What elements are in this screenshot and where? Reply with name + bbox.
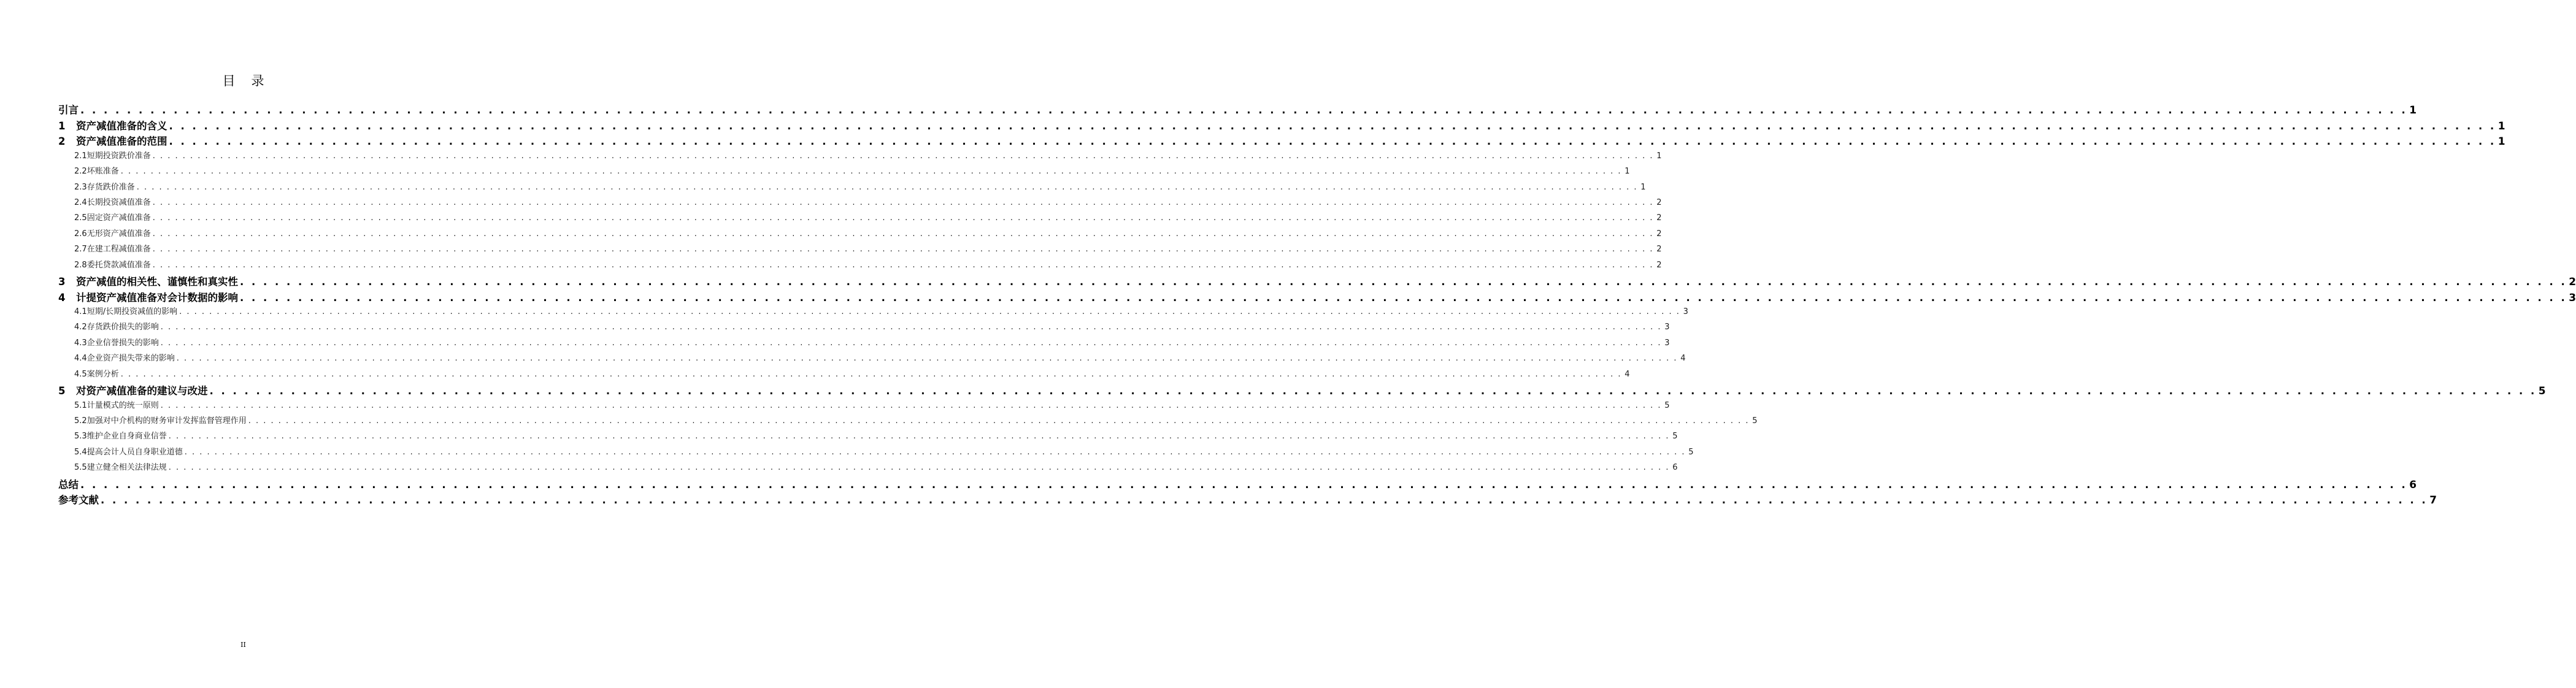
- toc-section-entry[interactable]: [58, 305, 1688, 320]
- toc-dot-leader: . . . . . . . . . . . . . . . . . . . . . . . . . . . . . . . . . . . . . . . . . . . . . . . . . . . . . . . . . . . . . . . . . . . . . . . . . . . . . . . . . . . . . . . . . . . . . . . . . . . . . . . . . . . . . . . . . . . . . . . . . . . . . . . . . . . . . . . . . . . . . . . . . . . . . . . . . . . . . . . . . . . . . . . . . . . . . . . . . . . . . . . . . . . . . . . . . . . . . . . .: [184, 447, 1686, 457]
- toc-dot-leader: . . . . . . . . . . . . . . . . . . . . . . . . . . . . . . . . . . . . . . . . . . . . . . . . . . . . . . . . . . . . . . . . . . . . . . . . . . . . . . . . . . . . . . . . . . . . . . . . . . . . . . . . . . . . . . . . . . . . . . . . . . . . . . . . . . . . . . . . . . . . . . . . . . . . . . . . . . . . . . . . . . . . . . . . . . . . . . . . . . . . . . . . . . . . . . . . . . . . . . . .: [169, 120, 2496, 132]
- toc-entry-text: 加强对中介机构的财务审计发挥监督管理作用: [87, 416, 247, 426]
- toc-dot-leader: . . . . . . . . . . . . . . . . . . . . . . . . . . . . . . . . . . . . . . . . . . . . . . . . . . . . . . . . . . . . . . . . . . . . . . . . . . . . . . . . . . . . . . . . . . . . . . . . . . . . . . . . . . . . . . . . . . . . . . . . . . . . . . . . . . . . . . . . . . . . . . . . . . . . . . . . . . . . . . . . . . . . . . . . . . . . . . . . . . . . . . . . . . . . . . . . . . . . . . . .: [160, 338, 1662, 348]
- toc-dot-leader: . . . . . . . . . . . . . . . . . . . . . . . . . . . . . . . . . . . . . . . . . . . . . . . . . . . . . . . . . . . . . . . . . . . . . . . . . . . . . . . . . . . . . . . . . . . . . . . . . . . . . . . . . . . . . . . . . . . . . . . . . . . . . . . . . . . . . . . . . . . . . . . . . . . . . . . . . . . . . . . . . . . . . . . . . . . . . . . . . . . . . . . . . . . . . . . . . . . . . . . .: [240, 291, 2567, 304]
- toc-entry-page: 2: [1656, 213, 1662, 223]
- toc-chapter-entry[interactable]: [58, 273, 2576, 289]
- toc-entry-page: 7: [2429, 494, 2437, 507]
- toc-entry-title: [58, 383, 208, 397]
- toc-entry-number: 2.2: [74, 167, 87, 177]
- toc-entry-page: 3: [1664, 338, 1670, 348]
- toc-dot-leader: . . . . . . . . . . . . . . . . . . . . . . . . . . . . . . . . . . . . . . . . . . . . . . . . . . . . . . . . . . . . . . . . . . . . . . . . . . . . . . . . . . . . . . . . . . . . . . . . . . . . . . . . . . . . . . . . . . . . . . . . . . . . . . . . . . . . . . . . . . . . . . . . . . . . . . . . . . . . . . . . . . . . . . . . . . . . . . . . . . . . . . . . . . . . . . . . . . . . . . . .: [169, 136, 2496, 148]
- toc-chapter-entry[interactable]: [58, 118, 2505, 134]
- toc-entry-text: 案例分析: [87, 369, 119, 379]
- toc-entry-title: [74, 180, 135, 192]
- toc-chapter-entry[interactable]: [58, 133, 2505, 149]
- toc-entry-text: 资产减值准备的含义: [76, 120, 167, 132]
- toc-entry-text: 委托贷款减值准备: [87, 260, 151, 270]
- toc-dot-leader: . . . . . . . . . . . . . . . . . . . . . . . . . . . . . . . . . . . . . . . . . . . . . . . . . . . . . . . . . . . . . . . . . . . . . . . . . . . . . . . . . . . . . . . . . . . . . . . . . . . . . . . . . . . . . . . . . . . . . . . . . . . . . . . . . . . . . . . . . . . . . . . . . . . . . . . . . . . . . . . . . . . . . . . . . . . . . . . . . . . . . . . . . . . . . . . . . . . . . . . .: [101, 494, 2428, 506]
- toc-entry-page: 2: [2569, 275, 2576, 288]
- toc-section-entry[interactable]: [58, 461, 1678, 476]
- toc-dot-leader: . . . . . . . . . . . . . . . . . . . . . . . . . . . . . . . . . . . . . . . . . . . . . . . . . . . . . . . . . . . . . . . . . . . . . . . . . . . . . . . . . . . . . . . . . . . . . . . . . . . . . . . . . . . . . . . . . . . . . . . . . . . . . . . . . . . . . . . . . . . . . . . . . . . . . . . . . . . . . . . . . . . . . . . . . . . . . . . . . . . . . . . . . . . . . . . . . . . . . . . .: [152, 213, 1654, 223]
- toc-entry-page: 1: [1640, 182, 1646, 192]
- toc-entry-number: 2.8: [74, 260, 87, 270]
- toc-entry-number: 4.4: [74, 354, 87, 364]
- toc-entry-number: 4.3: [74, 338, 87, 348]
- toc-entry-title: [74, 320, 159, 332]
- page-number-footer: II: [240, 641, 246, 649]
- toc-entry-text: 对资产减值准备的建议与改进: [76, 385, 208, 397]
- toc-section-entry[interactable]: [58, 242, 1662, 258]
- toc-entry-title: [58, 492, 99, 506]
- toc-entry-page: 5: [1688, 447, 1694, 457]
- toc-entry-number: 5.1: [74, 400, 87, 410]
- toc-entry-title: [58, 118, 167, 132]
- toc-entry-text: 在建工程减值准备: [87, 245, 151, 254]
- toc-chapter-entry[interactable]: [58, 476, 2417, 492]
- toc-dot-leader: . . . . . . . . . . . . . . . . . . . . . . . . . . . . . . . . . . . . . . . . . . . . . . . . . . . . . . . . . . . . . . . . . . . . . . . . . . . . . . . . . . . . . . . . . . . . . . . . . . . . . . . . . . . . . . . . . . . . . . . . . . . . . . . . . . . . . . . . . . . . . . . . . . . . . . . . . . . . . . . . . . . . . . . . . . . . . . . . . . . . . . . . . . . . . . . . . . . . . . . .: [80, 104, 2408, 116]
- toc-entry-title: [74, 445, 183, 457]
- toc-section-entry[interactable]: [58, 258, 1662, 273]
- toc-entry-text: 总结: [58, 478, 79, 491]
- toc-section-entry[interactable]: [58, 429, 1678, 445]
- toc-section-entry[interactable]: [58, 351, 1686, 367]
- toc-entry-page: 3: [1683, 307, 1688, 317]
- toc-dot-leader: . . . . . . . . . . . . . . . . . . . . . . . . . . . . . . . . . . . . . . . . . . . . . . . . . . . . . . . . . . . . . . . . . . . . . . . . . . . . . . . . . . . . . . . . . . . . . . . . . . . . . . . . . . . . . . . . . . . . . . . . . . . . . . . . . . . . . . . . . . . . . . . . . . . . . . . . . . . . . . . . . . . . . . . . . . . . . . . . . . . . . . . . . . . . . . . . . . . . . . . .: [168, 432, 1670, 441]
- toc-entry-text: 资产减值准备的范围: [76, 136, 167, 148]
- toc-entry-number: 2: [58, 136, 66, 148]
- toc-chapter-entry[interactable]: [58, 289, 2576, 305]
- table-of-contents: [58, 102, 2576, 508]
- toc-entry-number: 2.1: [74, 151, 87, 161]
- toc-entry-text: 无形资产减值准备: [87, 229, 151, 239]
- toc-entry-number: 2.4: [74, 197, 87, 207]
- toc-entry-number: 2.3: [74, 182, 87, 192]
- toc-dot-leader: . . . . . . . . . . . . . . . . . . . . . . . . . . . . . . . . . . . . . . . . . . . . . . . . . . . . . . . . . . . . . . . . . . . . . . . . . . . . . . . . . . . . . . . . . . . . . . . . . . . . . . . . . . . . . . . . . . . . . . . . . . . . . . . . . . . . . . . . . . . . . . . . . . . . . . . . . . . . . . . . . . . . . . . . . . . . . . . . . . . . . . . . . . . . . . . . . . . . . . . .: [248, 416, 1750, 426]
- toc-entry-page: 5: [1672, 432, 1678, 441]
- toc-section-entry[interactable]: [58, 227, 1662, 242]
- toc-dot-leader: . . . . . . . . . . . . . . . . . . . . . . . . . . . . . . . . . . . . . . . . . . . . . . . . . . . . . . . . . . . . . . . . . . . . . . . . . . . . . . . . . . . . . . . . . . . . . . . . . . . . . . . . . . . . . . . . . . . . . . . . . . . . . . . . . . . . . . . . . . . . . . . . . . . . . . . . . . . . . . . . . . . . . . . . . . . . . . . . . . . . . . . . . . . . . . . . . . . . . . . .: [80, 478, 2408, 491]
- toc-entry-text: 维护企业自身商业信誉: [87, 432, 167, 441]
- toc-entry-title: [74, 211, 151, 223]
- toc-entry-title: [74, 461, 167, 472]
- toc-entry-title: [74, 429, 167, 441]
- toc-entry-page: 4: [1624, 369, 1630, 379]
- toc-dot-leader: . . . . . . . . . . . . . . . . . . . . . . . . . . . . . . . . . . . . . . . . . . . . . . . . . . . . . . . . . . . . . . . . . . . . . . . . . . . . . . . . . . . . . . . . . . . . . . . . . . . . . . . . . . . . . . . . . . . . . . . . . . . . . . . . . . . . . . . . . . . . . . . . . . . . . . . . . . . . . . . . . . . . . . . . . . . . . . . . . . . . . . . . . . . . . . . . . . . . . . . .: [136, 182, 1638, 192]
- toc-heading-part1: 目: [222, 74, 236, 88]
- toc-entry-text: 建立健全相关法律法规: [87, 463, 167, 473]
- toc-dot-leader: . . . . . . . . . . . . . . . . . . . . . . . . . . . . . . . . . . . . . . . . . . . . . . . . . . . . . . . . . . . . . . . . . . . . . . . . . . . . . . . . . . . . . . . . . . . . . . . . . . . . . . . . . . . . . . . . . . . . . . . . . . . . . . . . . . . . . . . . . . . . . . . . . . . . . . . . . . . . . . . . . . . . . . . . . . . . . . . . . . . . . . . . . . . . . . . . . . . . . . . .: [152, 197, 1654, 207]
- toc-entry-text: 参考文献: [58, 494, 99, 506]
- toc-entry-number: 3: [58, 275, 66, 288]
- toc-entry-title: [58, 273, 238, 288]
- toc-entry-number: 5.5: [74, 463, 87, 473]
- toc-chapter-entry[interactable]: [58, 492, 2437, 508]
- toc-section-entry[interactable]: [58, 164, 1630, 180]
- toc-entry-title: [58, 133, 167, 148]
- toc-entry-page: 1: [2497, 136, 2505, 148]
- toc-entry-page: 1: [2409, 104, 2417, 117]
- toc-entry-text: 企业信誉损失的影响: [87, 338, 159, 348]
- toc-entry-title: [74, 149, 151, 161]
- toc-entry-page: 1: [1656, 151, 1662, 161]
- toc-entry-title: [74, 196, 151, 207]
- toc-dot-leader: . . . . . . . . . . . . . . . . . . . . . . . . . . . . . . . . . . . . . . . . . . . . . . . . . . . . . . . . . . . . . . . . . . . . . . . . . . . . . . . . . . . . . . . . . . . . . . . . . . . . . . . . . . . . . . . . . . . . . . . . . . . . . . . . . . . . . . . . . . . . . . . . . . . . . . . . . . . . . . . . . . . . . . . . . . . . . . . . . . . . . . . . . . . . . . . . . . . . . . . .: [209, 385, 2537, 397]
- toc-entry-page: 2: [1656, 245, 1662, 254]
- toc-entry-title: [74, 399, 159, 410]
- toc-entry-text: 短期/长期投资减值的影响: [87, 307, 178, 317]
- toc-dot-leader: . . . . . . . . . . . . . . . . . . . . . . . . . . . . . . . . . . . . . . . . . . . . . . . . . . . . . . . . . . . . . . . . . . . . . . . . . . . . . . . . . . . . . . . . . . . . . . . . . . . . . . . . . . . . . . . . . . . . . . . . . . . . . . . . . . . . . . . . . . . . . . . . . . . . . . . . . . . . . . . . . . . . . . . . . . . . . . . . . . . . . . . . . . . . . . . . . . . . . . . .: [160, 400, 1662, 410]
- toc-entry-number: 1: [58, 120, 66, 132]
- toc-entry-page: 1: [1624, 167, 1630, 177]
- toc-entry-number: 2.6: [74, 229, 87, 239]
- toc-entry-page: 5: [1752, 416, 1758, 426]
- toc-dot-leader: . . . . . . . . . . . . . . . . . . . . . . . . . . . . . . . . . . . . . . . . . . . . . . . . . . . . . . . . . . . . . . . . . . . . . . . . . . . . . . . . . . . . . . . . . . . . . . . . . . . . . . . . . . . . . . . . . . . . . . . . . . . . . . . . . . . . . . . . . . . . . . . . . . . . . . . . . . . . . . . . . . . . . . . . . . . . . . . . . . . . . . . . . . . . . . . . . . . . . . . .: [120, 369, 1622, 379]
- toc-entry-title: [58, 476, 79, 491]
- toc-dot-leader: . . . . . . . . . . . . . . . . . . . . . . . . . . . . . . . . . . . . . . . . . . . . . . . . . . . . . . . . . . . . . . . . . . . . . . . . . . . . . . . . . . . . . . . . . . . . . . . . . . . . . . . . . . . . . . . . . . . . . . . . . . . . . . . . . . . . . . . . . . . . . . . . . . . . . . . . . . . . . . . . . . . . . . . . . . . . . . . . . . . . . . . . . . . . . . . . . . . . . . . .: [152, 229, 1654, 239]
- toc-section-entry[interactable]: [58, 445, 1694, 461]
- toc-section-entry[interactable]: [58, 367, 1630, 383]
- toc-chapter-entry[interactable]: [58, 383, 2546, 399]
- toc-entry-text: 坏账准备: [87, 167, 119, 177]
- toc-section-entry[interactable]: [58, 399, 1670, 414]
- toc-dot-leader: . . . . . . . . . . . . . . . . . . . . . . . . . . . . . . . . . . . . . . . . . . . . . . . . . . . . . . . . . . . . . . . . . . . . . . . . . . . . . . . . . . . . . . . . . . . . . . . . . . . . . . . . . . . . . . . . . . . . . . . . . . . . . . . . . . . . . . . . . . . . . . . . . . . . . . . . . . . . . . . . . . . . . . . . . . . . . . . . . . . . . . . . . . . . . . . . . . . . . . . .: [168, 463, 1670, 473]
- toc-entry-page: 2: [1656, 229, 1662, 239]
- toc-entry-page: 4: [1680, 354, 1686, 364]
- toc-entry-text: 计量模式的统一原则: [87, 400, 159, 410]
- toc-entry-page: 5: [2538, 385, 2546, 398]
- toc-entry-page: 3: [1664, 323, 1670, 332]
- toc-entry-number: 5: [58, 385, 66, 397]
- toc-dot-leader: . . . . . . . . . . . . . . . . . . . . . . . . . . . . . . . . . . . . . . . . . . . . . . . . . . . . . . . . . . . . . . . . . . . . . . . . . . . . . . . . . . . . . . . . . . . . . . . . . . . . . . . . . . . . . . . . . . . . . . . . . . . . . . . . . . . . . . . . . . . . . . . . . . . . . . . . . . . . . . . . . . . . . . . . . . . . . . . . . . . . . . . . . . . . . . . . . . . . . . . .: [152, 151, 1654, 161]
- toc-section-entry[interactable]: [58, 149, 1662, 164]
- toc-entry-title: [74, 258, 151, 270]
- toc-dot-leader: . . . . . . . . . . . . . . . . . . . . . . . . . . . . . . . . . . . . . . . . . . . . . . . . . . . . . . . . . . . . . . . . . . . . . . . . . . . . . . . . . . . . . . . . . . . . . . . . . . . . . . . . . . . . . . . . . . . . . . . . . . . . . . . . . . . . . . . . . . . . . . . . . . . . . . . . . . . . . . . . . . . . . . . . . . . . . . . . . . . . . . . . . . . . . . . . . . . . . . . .: [160, 323, 1662, 332]
- toc-section-entry[interactable]: [58, 336, 1670, 351]
- toc-section-entry[interactable]: [58, 211, 1662, 226]
- toc-entry-title: [58, 289, 238, 304]
- toc-entry-text: 短期投资跌价准备: [87, 151, 151, 161]
- toc-entry-title: [74, 227, 151, 239]
- toc-entry-text: 存货跌价损失的影响: [87, 323, 159, 332]
- toc-entry-number: 5.3: [74, 432, 87, 441]
- toc-entry-number: 2.5: [74, 213, 87, 223]
- toc-section-entry[interactable]: [58, 196, 1662, 211]
- toc-entry-title: [74, 414, 247, 426]
- toc-dot-leader: . . . . . . . . . . . . . . . . . . . . . . . . . . . . . . . . . . . . . . . . . . . . . . . . . . . . . . . . . . . . . . . . . . . . . . . . . . . . . . . . . . . . . . . . . . . . . . . . . . . . . . . . . . . . . . . . . . . . . . . . . . . . . . . . . . . . . . . . . . . . . . . . . . . . . . . . . . . . . . . . . . . . . . . . . . . . . . . . . . . . . . . . . . . . . . . . . . . . . . . .: [152, 245, 1654, 254]
- toc-entry-text: 存货跌价准备: [87, 182, 135, 192]
- toc-entry-text: 企业资产损失带来的影响: [87, 354, 175, 364]
- toc-dot-leader: . . . . . . . . . . . . . . . . . . . . . . . . . . . . . . . . . . . . . . . . . . . . . . . . . . . . . . . . . . . . . . . . . . . . . . . . . . . . . . . . . . . . . . . . . . . . . . . . . . . . . . . . . . . . . . . . . . . . . . . . . . . . . . . . . . . . . . . . . . . . . . . . . . . . . . . . . . . . . . . . . . . . . . . . . . . . . . . . . . . . . . . . . . . . . . . . . . . . . . . .: [176, 354, 1678, 364]
- toc-entry-text: 固定资产减值准备: [87, 213, 151, 223]
- toc-section-entry[interactable]: [58, 180, 1646, 196]
- toc-entry-title: [74, 305, 177, 316]
- toc-entry-number: 5.4: [74, 447, 87, 457]
- toc-entry-title: [74, 242, 151, 254]
- toc-entry-title: [58, 102, 79, 117]
- toc-entry-page: 5: [1664, 400, 1670, 410]
- toc-entry-page: 6: [2409, 478, 2417, 491]
- toc-entry-text: 提高会计人员自身职业道德: [87, 447, 183, 457]
- toc-entry-page: 1: [2497, 120, 2505, 132]
- toc-entry-number: 2.7: [74, 245, 87, 254]
- toc-entry-page: 2: [1656, 260, 1662, 270]
- toc-entry-page: 3: [2569, 291, 2576, 304]
- toc-chapter-entry[interactable]: [58, 102, 2417, 118]
- toc-entry-number: 4.5: [74, 369, 87, 379]
- toc-entry-number: 4.1: [74, 307, 87, 317]
- toc-heading-part2: 录: [251, 74, 264, 88]
- toc-entry-number: 4.2: [74, 323, 87, 332]
- toc-entry-title: [74, 351, 175, 363]
- toc-entry-title: [74, 336, 159, 348]
- toc-entry-text: 长期投资减值准备: [87, 197, 151, 207]
- toc-entry-text: 引言: [58, 104, 79, 116]
- toc-section-entry[interactable]: [58, 320, 1670, 335]
- toc-entry-text: 资产减值的相关性、谨慎性和真实性: [76, 275, 238, 288]
- toc-entry-number: 4: [58, 291, 66, 304]
- toc-entry-number: 5.2: [74, 416, 87, 426]
- toc-entry-title: [74, 367, 119, 379]
- toc-dot-leader: . . . . . . . . . . . . . . . . . . . . . . . . . . . . . . . . . . . . . . . . . . . . . . . . . . . . . . . . . . . . . . . . . . . . . . . . . . . . . . . . . . . . . . . . . . . . . . . . . . . . . . . . . . . . . . . . . . . . . . . . . . . . . . . . . . . . . . . . . . . . . . . . . . . . . . . . . . . . . . . . . . . . . . . . . . . . . . . . . . . . . . . . . . . . . . . . . . . . . . . .: [120, 167, 1622, 177]
- toc-dot-leader: . . . . . . . . . . . . . . . . . . . . . . . . . . . . . . . . . . . . . . . . . . . . . . . . . . . . . . . . . . . . . . . . . . . . . . . . . . . . . . . . . . . . . . . . . . . . . . . . . . . . . . . . . . . . . . . . . . . . . . . . . . . . . . . . . . . . . . . . . . . . . . . . . . . . . . . . . . . . . . . . . . . . . . . . . . . . . . . . . . . . . . . . . . . . . . . . . . . . . . . .: [152, 260, 1654, 270]
- toc-entry-title: [74, 164, 119, 176]
- toc-entry-page: 2: [1656, 197, 1662, 207]
- toc-heading: [0, 71, 486, 90]
- toc-dot-leader: . . . . . . . . . . . . . . . . . . . . . . . . . . . . . . . . . . . . . . . . . . . . . . . . . . . . . . . . . . . . . . . . . . . . . . . . . . . . . . . . . . . . . . . . . . . . . . . . . . . . . . . . . . . . . . . . . . . . . . . . . . . . . . . . . . . . . . . . . . . . . . . . . . . . . . . . . . . . . . . . . . . . . . . . . . . . . . . . . . . . . . . . . . . . . . . . . . . . . . . .: [240, 275, 2567, 288]
- toc-entry-page: 6: [1672, 463, 1678, 473]
- toc-entry-text: 计提资产减值准备对会计数据的影响: [76, 291, 238, 304]
- toc-dot-leader: . . . . . . . . . . . . . . . . . . . . . . . . . . . . . . . . . . . . . . . . . . . . . . . . . . . . . . . . . . . . . . . . . . . . . . . . . . . . . . . . . . . . . . . . . . . . . . . . . . . . . . . . . . . . . . . . . . . . . . . . . . . . . . . . . . . . . . . . . . . . . . . . . . . . . . . . . . . . . . . . . . . . . . . . . . . . . . . . . . . . . . . . . . . . . . . . . . . . . . . .: [179, 307, 1680, 317]
- toc-section-entry[interactable]: [58, 414, 1758, 429]
